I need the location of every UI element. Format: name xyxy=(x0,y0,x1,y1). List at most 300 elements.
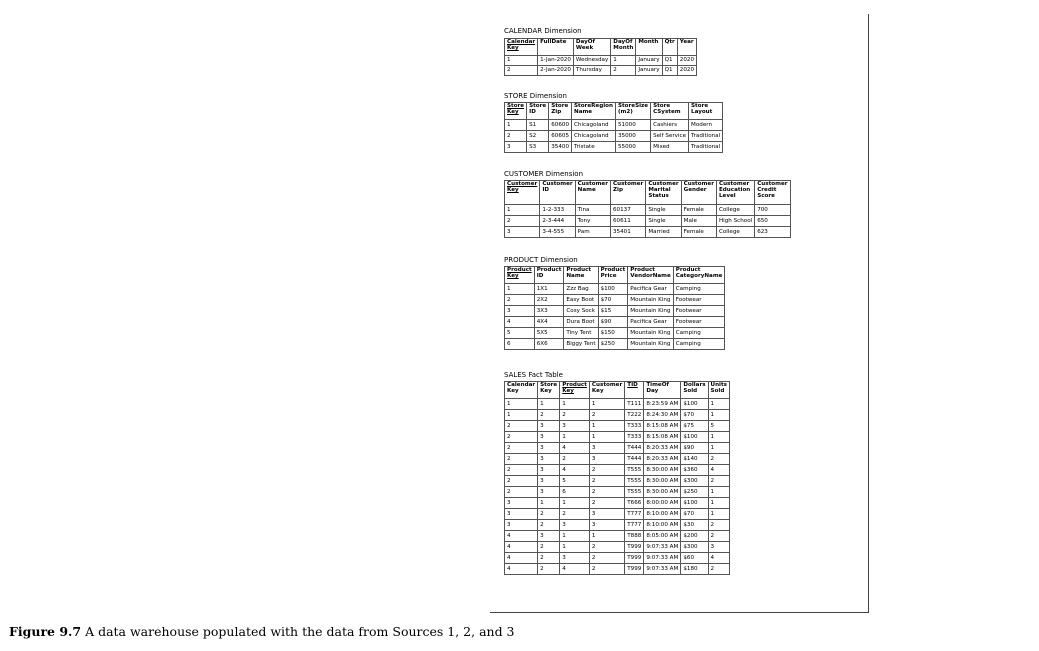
table-cell: 3 xyxy=(589,520,624,531)
table-cell: 8:10:00 AM xyxy=(644,520,681,531)
table-cell: T222 xyxy=(625,410,644,421)
table-cell: 2 xyxy=(505,432,538,443)
table-cell: 2 xyxy=(708,520,729,531)
table-cell: 4 xyxy=(708,553,729,564)
table-cell: 1 xyxy=(505,399,538,410)
table-cell: 4 xyxy=(505,542,538,553)
table-row xyxy=(505,227,791,238)
table-cell: $250 xyxy=(598,339,628,350)
table-cell: 2X2 xyxy=(534,295,564,306)
table-row xyxy=(505,432,730,443)
table-cell: 3 xyxy=(538,465,560,476)
table-cell: 1 xyxy=(708,399,729,410)
table-cell: 6X6 xyxy=(534,339,564,350)
table-cell: 55000 xyxy=(615,142,650,153)
table-cell: T777 xyxy=(625,509,644,520)
table-row xyxy=(505,205,791,216)
column-header: Product Key xyxy=(560,382,590,399)
table-cell: 60600 xyxy=(549,120,572,131)
table-cell: Single xyxy=(646,216,681,227)
column-header: Customer Key xyxy=(589,382,624,399)
table-cell: 2 xyxy=(505,216,540,227)
column-header: Customer Credit Score xyxy=(755,181,790,205)
table-cell: 5X5 xyxy=(534,328,564,339)
table-cell: 3 xyxy=(589,454,624,465)
table-cell: Tina xyxy=(575,205,610,216)
table-cell: Q1 xyxy=(662,66,677,76)
column-header: Year xyxy=(677,39,696,56)
table-cell: 2 xyxy=(505,443,538,454)
column-header: Units Sold xyxy=(708,382,729,399)
table-cell: 1 xyxy=(560,432,590,443)
table-cell: $150 xyxy=(598,328,628,339)
column-header: Customer Gender xyxy=(681,181,716,205)
table-cell: 4 xyxy=(505,317,535,328)
table-cell: 1 xyxy=(538,498,560,509)
table-cell: Pacifica Gear xyxy=(628,317,673,328)
table-cell: 3 xyxy=(538,443,560,454)
table-cell: $60 xyxy=(681,553,708,564)
table-cell: Pam xyxy=(575,227,610,238)
table-cell: $300 xyxy=(681,476,708,487)
table-cell: 3 xyxy=(505,509,538,520)
table-cell: Chicagoland xyxy=(572,131,616,142)
table-cell: 2 xyxy=(708,454,729,465)
table-row xyxy=(505,56,697,66)
table-cell: High School xyxy=(716,216,754,227)
table-cell: 1 xyxy=(708,509,729,520)
table-cell: Footwear xyxy=(673,306,725,317)
table-cell: Cosy Sock xyxy=(564,306,598,317)
table-row xyxy=(505,465,730,476)
table-cell: 51000 xyxy=(615,120,650,131)
table-cell: 2 xyxy=(505,295,535,306)
table-cell: Mountain King xyxy=(628,295,673,306)
column-header: Customer Key xyxy=(505,181,540,205)
table-cell: $100 xyxy=(681,432,708,443)
table-cell: 2 xyxy=(611,66,636,76)
table-cell: 1 xyxy=(589,531,624,542)
table-cell: 35401 xyxy=(610,227,645,238)
table-cell: 2 xyxy=(589,465,624,476)
table-row xyxy=(505,142,723,153)
table-cell: 2 xyxy=(505,131,527,142)
table-cell: 1 xyxy=(505,410,538,421)
table-cell: 3 xyxy=(589,509,624,520)
table-cell: 9:07:33 AM xyxy=(644,542,681,553)
product-title: PRODUCT Dimension xyxy=(504,256,578,264)
table-cell: 6 xyxy=(505,339,535,350)
table-cell: 2 xyxy=(589,564,624,575)
table-cell: $30 xyxy=(681,520,708,531)
table-cell: Mountain King xyxy=(628,306,673,317)
table-cell: Camping xyxy=(673,328,725,339)
sales-title: SALES Fact Table xyxy=(504,371,563,379)
table-cell: 3 xyxy=(538,421,560,432)
table-cell: S1 xyxy=(527,120,549,131)
table-cell: 2 xyxy=(708,531,729,542)
table-cell: 2 xyxy=(560,454,590,465)
table-cell: 4X4 xyxy=(534,317,564,328)
table-cell: College xyxy=(716,227,754,238)
column-header: Product ID xyxy=(534,267,564,284)
column-header: Customer ID xyxy=(540,181,575,205)
table-cell: Camping xyxy=(673,339,725,350)
table-cell: 1 xyxy=(611,56,636,66)
table-row xyxy=(505,328,725,339)
table-cell: 4 xyxy=(505,553,538,564)
table-row xyxy=(505,306,725,317)
table-cell: 2 xyxy=(505,421,538,432)
table-cell: 60137 xyxy=(610,205,645,216)
table-cell: Zzz Bag xyxy=(564,284,598,295)
column-header: Store Layout xyxy=(689,103,723,120)
table-cell: 2 xyxy=(589,487,624,498)
table-cell: 1 xyxy=(589,421,624,432)
table-cell: $300 xyxy=(681,542,708,553)
column-header: Store ID xyxy=(527,103,549,120)
column-header: FullDate xyxy=(538,39,574,56)
table-cell: Tristate xyxy=(572,142,616,153)
header-row xyxy=(505,103,723,120)
table-cell: 8:20:33 AM xyxy=(644,454,681,465)
table-cell: 2 xyxy=(560,509,590,520)
table-cell: 2 xyxy=(538,520,560,531)
table-cell: 8:00:00 AM xyxy=(644,498,681,509)
table-row xyxy=(505,399,730,410)
customer-table xyxy=(504,180,791,238)
table-cell: Married xyxy=(646,227,681,238)
table-cell: 3 xyxy=(505,142,527,153)
header-row xyxy=(505,181,791,205)
table-cell: Modern xyxy=(689,120,723,131)
table-cell: T888 xyxy=(625,531,644,542)
table-cell: T333 xyxy=(625,421,644,432)
column-header: Product Key xyxy=(505,267,535,284)
column-header: Store Zip xyxy=(549,103,572,120)
column-header: Dollars Sold xyxy=(681,382,708,399)
table-cell: 8:23:59 AM xyxy=(644,399,681,410)
table-cell: 9:07:33 AM xyxy=(644,553,681,564)
table-cell: $250 xyxy=(681,487,708,498)
table-cell: 5 xyxy=(560,476,590,487)
table-cell: $100 xyxy=(681,399,708,410)
table-row xyxy=(505,454,730,465)
table-cell: 700 xyxy=(755,205,790,216)
table-cell: S2 xyxy=(527,131,549,142)
table-cell: 35000 xyxy=(615,131,650,142)
table-cell: $140 xyxy=(681,454,708,465)
table-cell: 2020 xyxy=(677,66,696,76)
table-cell: 1 xyxy=(560,399,590,410)
column-header: Store Key xyxy=(538,382,560,399)
table-cell: T777 xyxy=(625,520,644,531)
table-cell: 1 xyxy=(560,531,590,542)
table-cell: 623 xyxy=(755,227,790,238)
table-cell: $90 xyxy=(598,317,628,328)
table-row xyxy=(505,498,730,509)
table-cell: Camping xyxy=(673,284,725,295)
table-cell: 1 xyxy=(505,120,527,131)
table-cell: T444 xyxy=(625,454,644,465)
table-row xyxy=(505,295,725,306)
table-cell: 2 xyxy=(589,542,624,553)
table-cell: 2 xyxy=(589,498,624,509)
table-cell: 2 xyxy=(505,66,538,76)
table-cell: T999 xyxy=(625,553,644,564)
table-cell: Tony xyxy=(575,216,610,227)
table-cell: 4 xyxy=(560,564,590,575)
table-cell: $75 xyxy=(681,421,708,432)
table-cell: 650 xyxy=(755,216,790,227)
table-cell: 8:05:00 AM xyxy=(644,531,681,542)
table-cell: Footwear xyxy=(673,295,725,306)
table-cell: 2 xyxy=(538,509,560,520)
table-cell: 8:30:00 AM xyxy=(644,476,681,487)
table-cell: January xyxy=(636,56,662,66)
table-row xyxy=(505,509,730,520)
table-cell: 2 xyxy=(538,410,560,421)
table-row xyxy=(505,542,730,553)
table-cell: 3 xyxy=(505,520,538,531)
table-cell: $100 xyxy=(598,284,628,295)
table-cell: 1-2-333 xyxy=(540,205,575,216)
table-cell: 3 xyxy=(505,498,538,509)
column-header: Qtr xyxy=(662,39,677,56)
table-cell: $360 xyxy=(681,465,708,476)
table-cell: 1 xyxy=(708,443,729,454)
sales-fact-table xyxy=(504,381,730,575)
table-cell: 1 xyxy=(708,487,729,498)
table-cell: Pacifica Gear xyxy=(628,284,673,295)
column-header: Product Price xyxy=(598,267,628,284)
table-cell: 8:20:33 AM xyxy=(644,443,681,454)
table-row xyxy=(505,216,791,227)
table-cell: 60605 xyxy=(549,131,572,142)
table-row xyxy=(505,66,697,76)
table-cell: 3 xyxy=(538,432,560,443)
column-header: Product Name xyxy=(564,267,598,284)
figure-label: Figure 9.7 xyxy=(9,624,82,639)
table-row xyxy=(505,476,730,487)
table-cell: T333 xyxy=(625,432,644,443)
table-cell: 2 xyxy=(538,553,560,564)
table-cell: 3 xyxy=(708,542,729,553)
column-header: TimeOf Day xyxy=(644,382,681,399)
table-cell: 3 xyxy=(560,520,590,531)
table-row xyxy=(505,564,730,575)
column-header: Customer Name xyxy=(575,181,610,205)
table-cell: 1 xyxy=(589,432,624,443)
table-cell: Thursday xyxy=(573,66,610,76)
table-cell: 2-3-444 xyxy=(540,216,575,227)
table-cell: 4 xyxy=(505,531,538,542)
table-cell: Traditional xyxy=(689,131,723,142)
table-cell: 1 xyxy=(560,542,590,553)
table-cell: 5 xyxy=(505,328,535,339)
table-cell: $70 xyxy=(681,509,708,520)
table-cell: 3 xyxy=(560,553,590,564)
table-cell: 2 xyxy=(708,564,729,575)
table-cell: 60611 xyxy=(610,216,645,227)
table-cell: Footwear xyxy=(673,317,725,328)
table-cell: 4 xyxy=(708,465,729,476)
column-header: Product CategoryName xyxy=(673,267,725,284)
table-cell: 3 xyxy=(505,306,535,317)
table-cell: January xyxy=(636,66,662,76)
table-cell: Cashiers xyxy=(651,120,689,131)
table-cell: 1 xyxy=(708,498,729,509)
table-cell: Wednesday xyxy=(573,56,610,66)
calendar-title: CALENDAR Dimension xyxy=(504,27,582,35)
header-row xyxy=(505,382,730,399)
table-cell: 1 xyxy=(560,498,590,509)
table-cell: 8:15:08 AM xyxy=(644,432,681,443)
figure-caption-text: A data warehouse populated with the data from Sources 1, 2, and 3 xyxy=(81,624,515,639)
table-cell: 2 xyxy=(589,410,624,421)
table-cell: Tiny Tent xyxy=(564,328,598,339)
table-cell: 2 xyxy=(708,476,729,487)
column-header: DayOf Month xyxy=(611,39,636,56)
table-cell: 1X1 xyxy=(534,284,564,295)
table-cell: Chicagoland xyxy=(572,120,616,131)
table-cell: Female xyxy=(681,227,716,238)
column-header: Store Key xyxy=(505,103,527,120)
table-cell: $15 xyxy=(598,306,628,317)
column-header: Calendar Key xyxy=(505,382,538,399)
table-cell: Single xyxy=(646,205,681,216)
table-cell: 8:15:08 AM xyxy=(644,421,681,432)
table-cell: T444 xyxy=(625,443,644,454)
table-cell: 35400 xyxy=(549,142,572,153)
table-cell: $70 xyxy=(598,295,628,306)
table-cell: Male xyxy=(681,216,716,227)
table-cell: 2 xyxy=(589,476,624,487)
table-cell: 3 xyxy=(560,421,590,432)
table-cell: T111 xyxy=(625,399,644,410)
table-cell: Q1 xyxy=(662,56,677,66)
table-cell: 1 xyxy=(505,284,535,295)
table-cell: 2 xyxy=(505,487,538,498)
table-cell: S3 xyxy=(527,142,549,153)
table-cell: Self Service xyxy=(651,131,689,142)
figure-caption xyxy=(9,624,515,640)
table-cell: Mountain King xyxy=(628,339,673,350)
column-header: Calendar Key xyxy=(505,39,538,56)
table-cell: 1-Jan-2020 xyxy=(538,56,574,66)
table-cell: $100 xyxy=(681,498,708,509)
table-cell: 8:30:00 AM xyxy=(644,487,681,498)
table-row xyxy=(505,284,725,295)
column-header: DayOf Week xyxy=(573,39,610,56)
table-row xyxy=(505,531,730,542)
table-cell: 4 xyxy=(560,443,590,454)
table-cell: 4 xyxy=(505,564,538,575)
table-cell: 9:07:33 AM xyxy=(644,564,681,575)
table-cell: 6 xyxy=(560,487,590,498)
table-cell: 2 xyxy=(589,553,624,564)
table-cell: 2 xyxy=(505,465,538,476)
column-header: Product VendorName xyxy=(628,267,673,284)
calendar-table xyxy=(504,38,697,76)
table-row xyxy=(505,131,723,142)
column-header: TID xyxy=(625,382,644,399)
table-cell: 1 xyxy=(589,399,624,410)
table-row xyxy=(505,487,730,498)
table-cell: 1 xyxy=(708,432,729,443)
table-row xyxy=(505,410,730,421)
table-cell: $70 xyxy=(681,410,708,421)
column-header: StoreRegion Name xyxy=(572,103,616,120)
table-cell: T555 xyxy=(625,487,644,498)
table-cell: 3-4-555 xyxy=(540,227,575,238)
product-table xyxy=(504,266,725,350)
table-cell: 1 xyxy=(538,399,560,410)
table-cell: T999 xyxy=(625,542,644,553)
table-row xyxy=(505,520,730,531)
table-cell: T555 xyxy=(625,476,644,487)
table-cell: 2 xyxy=(538,564,560,575)
table-cell: 2 xyxy=(505,476,538,487)
table-cell: $200 xyxy=(681,531,708,542)
table-cell: Mountain King xyxy=(628,328,673,339)
table-row xyxy=(505,120,723,131)
table-row xyxy=(505,339,725,350)
column-header: Customer Zip xyxy=(610,181,645,205)
table-cell: 3X3 xyxy=(534,306,564,317)
table-cell: $180 xyxy=(681,564,708,575)
table-cell: 3 xyxy=(538,531,560,542)
table-cell: 5 xyxy=(708,421,729,432)
table-cell: 2020 xyxy=(677,56,696,66)
table-row xyxy=(505,553,730,564)
table-cell: 1 xyxy=(708,410,729,421)
customer-title: CUSTOMER Dimension xyxy=(504,170,583,178)
column-header: Customer Marital Status xyxy=(646,181,681,205)
table-cell: T555 xyxy=(625,465,644,476)
store-title: STORE Dimension xyxy=(504,92,567,100)
table-cell: 4 xyxy=(560,465,590,476)
table-cell: 3 xyxy=(589,443,624,454)
table-cell: Mixed xyxy=(651,142,689,153)
table-cell: 8:10:00 AM xyxy=(644,509,681,520)
table-cell: Traditional xyxy=(689,142,723,153)
table-cell: 3 xyxy=(538,454,560,465)
table-cell: 2 xyxy=(560,410,590,421)
table-row xyxy=(505,421,730,432)
table-cell: Dura Boot xyxy=(564,317,598,328)
table-row xyxy=(505,443,730,454)
table-cell: T666 xyxy=(625,498,644,509)
header-row xyxy=(505,267,725,284)
table-cell: Female xyxy=(681,205,716,216)
table-cell: Easy Boot xyxy=(564,295,598,306)
table-cell: 1 xyxy=(505,205,540,216)
table-cell: College xyxy=(716,205,754,216)
column-header: Store CSystem xyxy=(651,103,689,120)
table-cell: 3 xyxy=(538,487,560,498)
table-cell: Biggy Tent xyxy=(564,339,598,350)
table-cell: 3 xyxy=(538,476,560,487)
table-cell: 2 xyxy=(505,454,538,465)
table-cell: $90 xyxy=(681,443,708,454)
store-table xyxy=(504,102,723,153)
table-cell: 8:30:00 AM xyxy=(644,465,681,476)
table-cell: 1 xyxy=(505,56,538,66)
table-cell: 8:24:30 AM xyxy=(644,410,681,421)
header-row xyxy=(505,39,697,56)
table-cell: T999 xyxy=(625,564,644,575)
